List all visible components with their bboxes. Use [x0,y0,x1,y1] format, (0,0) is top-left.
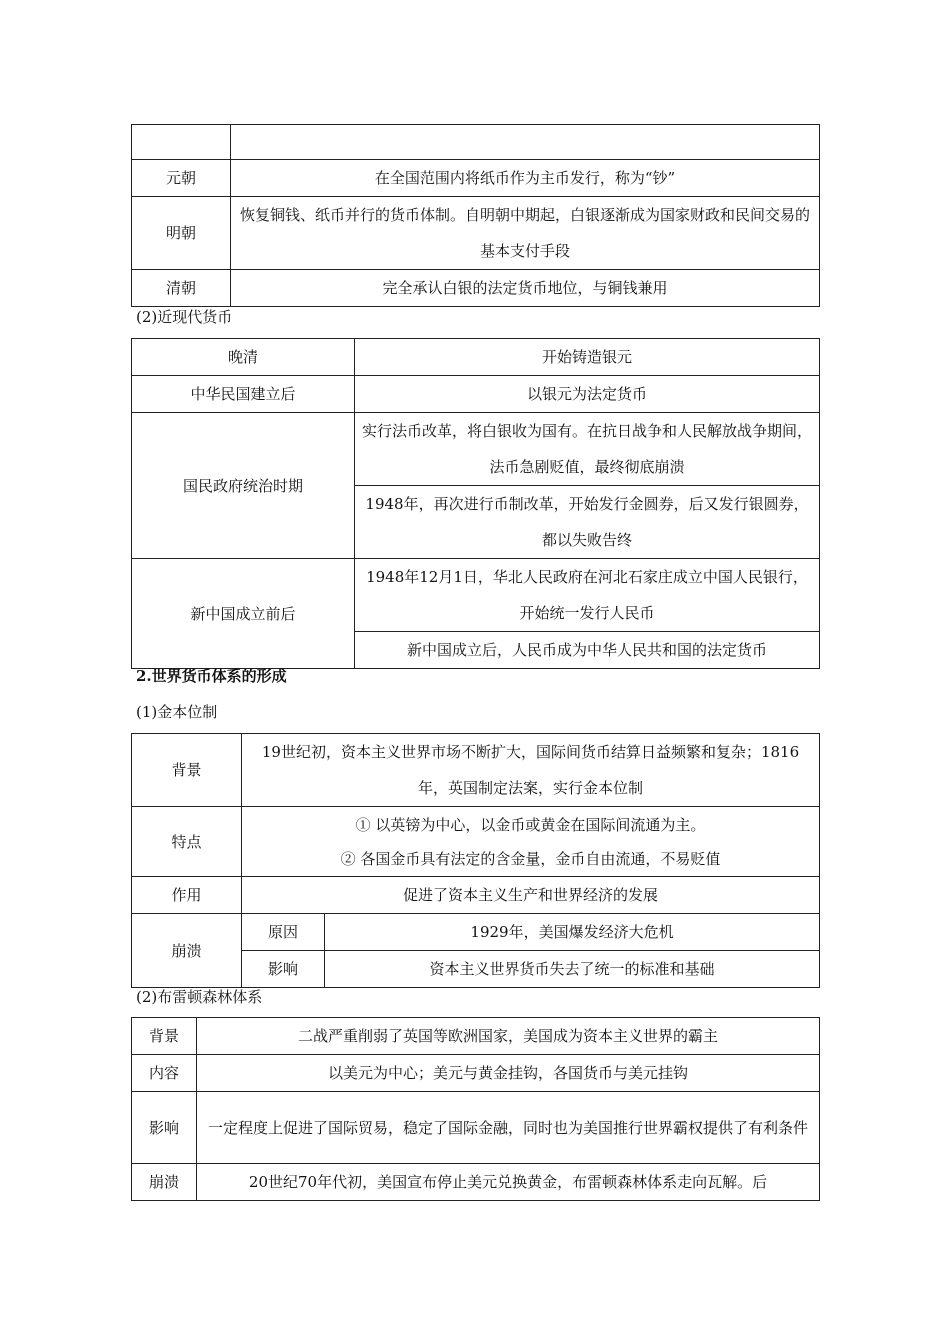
sub-label: 原因 [242,914,325,951]
row-content: 1948年12月1日，华北人民政府在河北石家庄成立中国人民银行，开始统一发行人民币 [355,559,820,632]
row-content: 1929年，美国爆发经济大危机 [325,914,820,951]
row-content: 19世纪初，资本主义世界市场不断扩大，国际间货币结算日益频繁和复杂；1816年，英国制定法案，实行金本位制 [242,734,820,807]
sub-label: 影响 [242,951,325,988]
feature-item: ② 各国金币具有法定的含金量，金币自由流通，不易贬值 [340,849,721,868]
row-content [231,125,820,160]
row-label: 国民政府统治时期 [132,413,355,559]
row-content: 完全承认白银的法定货币地位，与铜钱兼用 [231,270,820,307]
table-row [132,1055,820,1092]
table-row [132,376,820,413]
bretton-woods-table [131,1017,820,1201]
row-label: 清朝 [132,270,231,307]
row-content: 资本主义世界货币失去了统一的标准和基础 [325,951,820,988]
row-content: 以美元为中心；美元与黄金挂钩，各国货币与美元挂钩 [197,1055,820,1092]
table-row [132,160,820,197]
table-row [132,125,820,160]
table-row [132,1018,820,1055]
table-row [132,197,820,270]
table-row [132,270,820,307]
table-row [132,914,820,951]
row-content: 实行法币改革，将白银收为国有。在抗日战争和人民解放战争期间，法币急剧贬值，最终彻底崩溃 [355,413,820,486]
row-label: 新中国成立前后 [132,559,355,669]
row-content: 在全国范围内将纸币作为主币发行，称为“钞” [231,160,820,197]
row-content: 一定程度上促进了国际贸易，稳定了国际金融，同时也为美国推行世界霸权提供了有利条件 [197,1092,820,1164]
row-label: 元朝 [132,160,231,197]
section-heading-gold: (1)金本位制 [136,703,218,721]
modern-currency-table [131,338,820,669]
row-label: 背景 [132,1018,197,1055]
row-content: 开始铸造银元 [355,339,820,376]
row-content: 二战严重削弱了英国等欧洲国家，美国成为资本主义世界的霸主 [197,1018,820,1055]
row-content: 恢复铜钱、纸币并行的货币体制。自明朝中期起，白银逐渐成为国家财政和民间交易的基本支付手段 [231,197,820,270]
row-label: 晚清 [132,339,355,376]
row-content [242,807,820,877]
row-label: 崩溃 [132,1164,197,1201]
table-row [132,559,820,632]
row-label: 中华民国建立后 [132,376,355,413]
table-row [132,734,820,807]
feature-item: ① 以英镑为中心，以金币或黄金在国际间流通为主。 [355,815,706,834]
ancient-currency-table [131,124,820,307]
table-row [132,807,820,877]
row-label: 特点 [132,807,242,877]
row-label: 背景 [132,734,242,807]
row-label: 明朝 [132,197,231,270]
gold-standard-table [131,733,820,988]
row-content: 以银元为法定货币 [355,376,820,413]
table-row [132,877,820,914]
section-heading-modern: (2)近现代货币 [136,308,233,326]
table-row [132,339,820,376]
table-row [132,1092,820,1164]
row-label: 影响 [132,1092,197,1164]
table-row [132,1164,820,1201]
row-content: 促进了资本主义生产和世界经济的发展 [242,877,820,914]
row-label: 内容 [132,1055,197,1092]
row-content: 20世纪70年代初，美国宣布停止美元兑换黄金，布雷顿森林体系走向瓦解。后 [197,1164,820,1201]
row-label: 崩溃 [132,914,242,988]
table-row [132,413,820,486]
row-content: 新中国成立后，人民币成为中华人民共和国的法定货币 [355,632,820,669]
row-content: 1948年，再次进行币制改革，开始发行金圆券，后又发行银圆券，都以失败告终 [355,486,820,559]
section-heading-world: 2.世界货币体系的形成 [136,667,287,685]
row-label: 作用 [132,877,242,914]
section-heading-bretton: (2)布雷顿森林体系 [136,988,263,1006]
row-label [132,125,231,160]
